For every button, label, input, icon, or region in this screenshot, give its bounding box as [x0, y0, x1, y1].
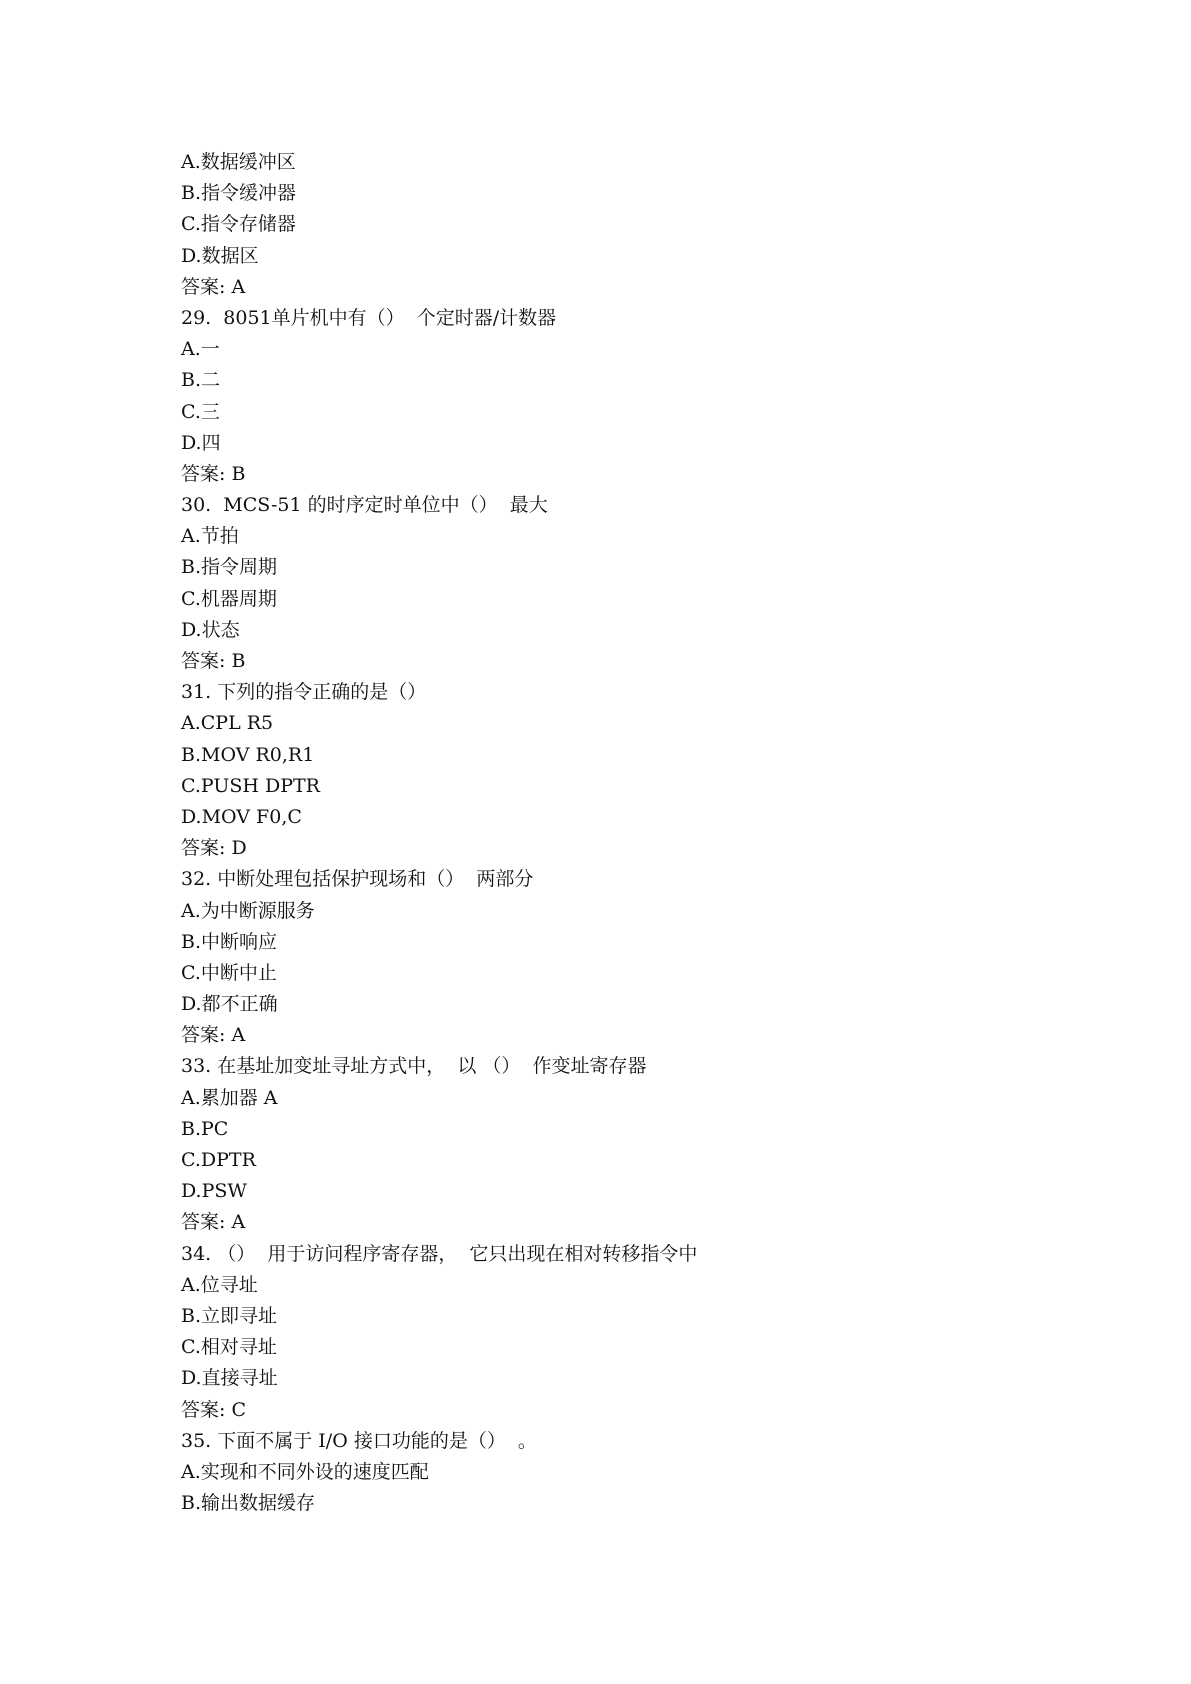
answer-line: 答案: B	[181, 462, 246, 485]
question-31: 31. 下列的指令正确的是（）	[181, 681, 427, 704]
document-body	[181, 147, 1081, 1519]
text-line: A.数据缓冲区	[181, 151, 296, 173]
text-line: C.PUSH DPTR	[181, 774, 320, 797]
answer-line: 答案: B	[181, 650, 246, 672]
text-line: D.都不正确	[181, 993, 278, 1016]
text-line: A.实现和不同外设的速度匹配	[181, 1460, 429, 1483]
text-line: A.节拍	[181, 525, 239, 548]
text-line: A.一	[181, 338, 220, 361]
text-line: C.指令存储器	[181, 213, 296, 236]
text-line: D.四	[181, 431, 221, 454]
text-line: A.CPL R5	[181, 712, 274, 735]
question-34: 34. （） 用于访问程序寄存器， 它只出现在相对转移指令中	[181, 1242, 698, 1265]
answer-line: 答案: C	[181, 1398, 246, 1421]
text-line: A.累加器 A	[181, 1086, 278, 1109]
text-line: B.MOV R0,R1	[181, 743, 315, 766]
answer-line: 答案: A	[181, 275, 246, 298]
question-29: 29. 8051单片机中有（） 个定时器/计数器	[181, 306, 557, 329]
answer-line: 答案: A	[181, 1024, 246, 1047]
text-line: A.位寻址	[181, 1273, 258, 1296]
text-line: B.二	[181, 369, 221, 392]
answer-line: 答案: A	[181, 1211, 246, 1234]
text-line: D.状态	[181, 618, 240, 641]
text-line: A.为中断源服务	[181, 899, 315, 922]
text-line: C.相对寻址	[181, 1336, 277, 1359]
text-line: B.立即寻址	[181, 1304, 278, 1327]
question-33: 33. 在基址加变址寻址方式中， 以 （） 作变址寄存器	[181, 1055, 647, 1078]
text-line: D.数据区	[181, 244, 259, 267]
text-line: B.指令缓冲器	[181, 182, 297, 205]
text-line: C.中断中止	[181, 961, 277, 984]
text-line: C.DPTR	[181, 1149, 256, 1171]
text-line: D.MOV F0,C	[181, 805, 302, 828]
text-line: D.直接寻址	[181, 1367, 278, 1390]
text-line: C.机器周期	[181, 587, 277, 610]
text-line: D.PSW	[181, 1180, 247, 1203]
answer-line: 答案: D	[181, 837, 247, 860]
text-line: B.PC	[181, 1117, 229, 1140]
text-line: C.三	[181, 400, 220, 423]
question-35: 35. 下面不属于 I/O 接口功能的是（） 。	[181, 1429, 537, 1452]
question-32: 32. 中断处理包括保护现场和（） 两部分	[181, 868, 534, 891]
text-line: B.中断响应	[181, 930, 278, 953]
question-30: 30. MCS-51 的时序定时单位中（） 最大	[181, 494, 548, 517]
text-line: B.指令周期	[181, 556, 278, 579]
text-line: B.输出数据缓存	[181, 1492, 316, 1515]
